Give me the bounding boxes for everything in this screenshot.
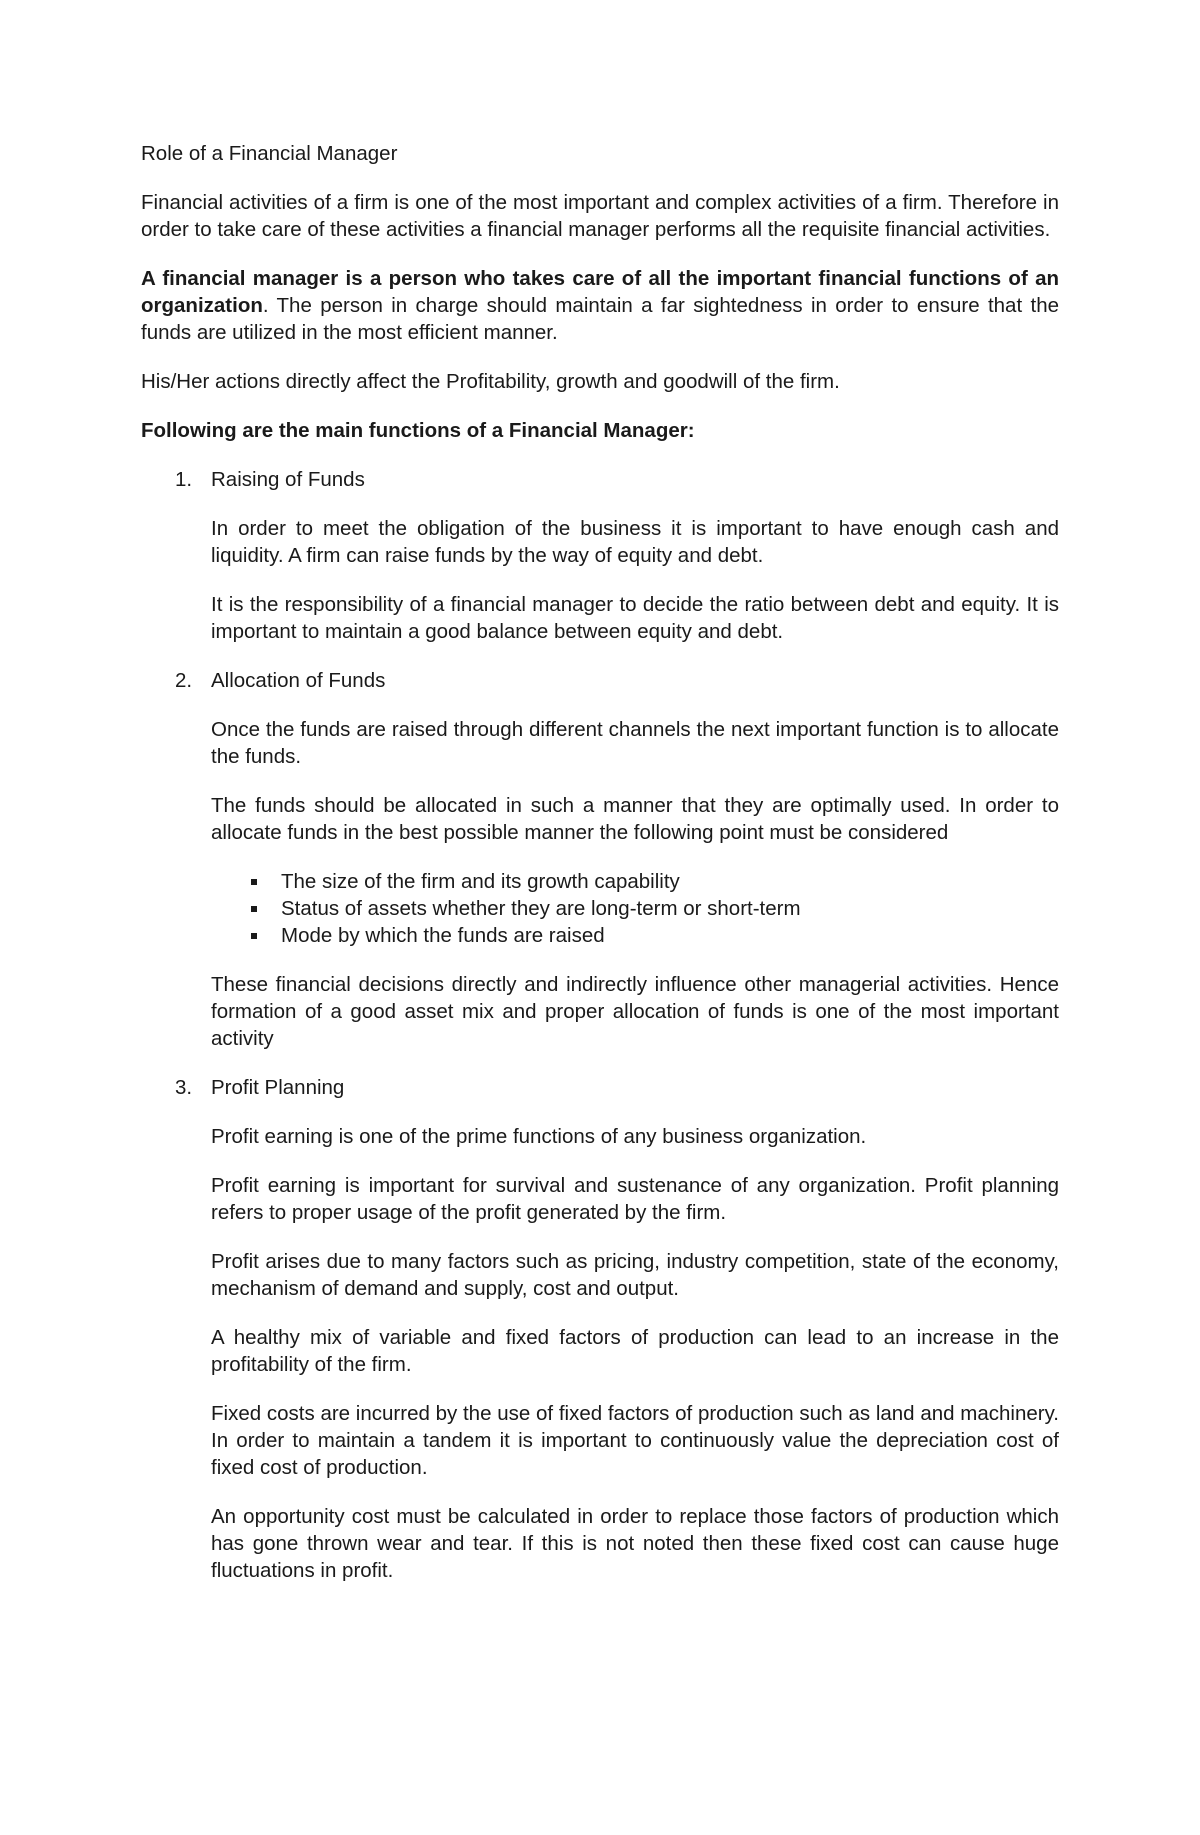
functions-list — [141, 466, 1059, 1584]
function-paragraph: Once the funds are raised through different channels the next important function is to allocate the funds. — [211, 718, 1059, 768]
function-paragraph: Profit arises due to many factors such as pricing, industry competition, state of the economy, mechanism of demand and supply, cost and output. — [211, 1250, 1059, 1300]
function-item-raising-funds — [141, 466, 1059, 645]
function-item-profit-planning — [141, 1074, 1059, 1584]
bullet-item — [211, 868, 1059, 895]
bullet-text: Mode by which the funds are raised — [281, 924, 605, 947]
function-item-allocation-funds — [141, 667, 1059, 1052]
bullet-item — [211, 895, 1059, 922]
actions-paragraph: His/Her actions directly affect the Profitability, growth and goodwill of the firm. — [141, 370, 840, 393]
document-page — [141, 140, 1059, 1606]
function-number: 3. — [175, 1076, 193, 1099]
bullet-list-wrapper — [211, 868, 1059, 949]
square-bullet-icon — [251, 906, 257, 912]
function-paragraph: In order to meet the obligation of the business it is important to have enough cash and liquidity. A firm can raise funds by the way of equity and debt. — [211, 517, 1059, 567]
definition-rest-text: . The person in charge should maintain a far sightedness in order to ensure that the funds are utilized in the most efficient manner. — [141, 294, 1059, 344]
function-paragraph: A healthy mix of variable and fixed factors of production can lead to an increase in the profitability of the firm. — [211, 1326, 1059, 1376]
function-paragraph: Profit earning is one of the prime functions of any business organization. — [211, 1125, 867, 1148]
function-paragraph: It is the responsibility of a financial manager to decide the ratio between debt and equity. It is important to maintain a good balance between equity and debt. — [211, 593, 1059, 643]
function-title: Allocation of Funds — [211, 669, 386, 692]
bullet-text: Status of assets whether they are long-term or short-term — [281, 897, 801, 920]
function-title: Profit Planning — [211, 1076, 345, 1099]
square-bullet-icon — [251, 879, 257, 885]
functions-heading: Following are the main functions of a Financial Manager: — [141, 419, 695, 442]
intro-paragraph: Financial activities of a firm is one of the most important and complex activities of a firm. Therefore in order to take care of these activities a financial manager performs all the requisite financial activities. — [141, 191, 1059, 241]
bullet-text: The size of the firm and its growth capability — [281, 870, 680, 893]
function-title: Raising of Funds — [211, 468, 365, 491]
function-paragraph: The funds should be allocated in such a manner that they are optimally used. In order to allocate funds in the best possible manner the following point must be considered — [211, 794, 1059, 844]
definition-paragraph — [141, 265, 1059, 346]
function-paragraph: An opportunity cost must be calculated in order to replace those factors of production which has gone thrown wear and tear. If this is not noted then these fixed cost can cause huge fluctuations in profit. — [211, 1505, 1059, 1582]
bullet-list — [211, 868, 1059, 949]
document-title: Role of a Financial Manager — [141, 142, 398, 165]
function-closing-paragraph: These financial decisions directly and indirectly influence other managerial activities. Hence formation of a good asset mix and proper allocation of funds is one of the most important activity — [211, 973, 1059, 1050]
function-paragraph: Profit earning is important for survival and sustenance of any organization. Profit planning refers to proper usage of the profit generated by the firm. — [211, 1174, 1059, 1224]
function-paragraph: Fixed costs are incurred by the use of fixed factors of production such as land and machinery. In order to maintain a tandem it is important to continuously value the depreciation cost of fixed cost of production. — [211, 1402, 1059, 1479]
definition-bold-text: A financial manager is a person who takes care of all the important financial functions of an organization — [141, 267, 1059, 317]
function-number: 2. — [175, 669, 193, 692]
bullet-item — [211, 922, 1059, 949]
square-bullet-icon — [251, 933, 257, 939]
function-number: 1. — [175, 468, 193, 491]
